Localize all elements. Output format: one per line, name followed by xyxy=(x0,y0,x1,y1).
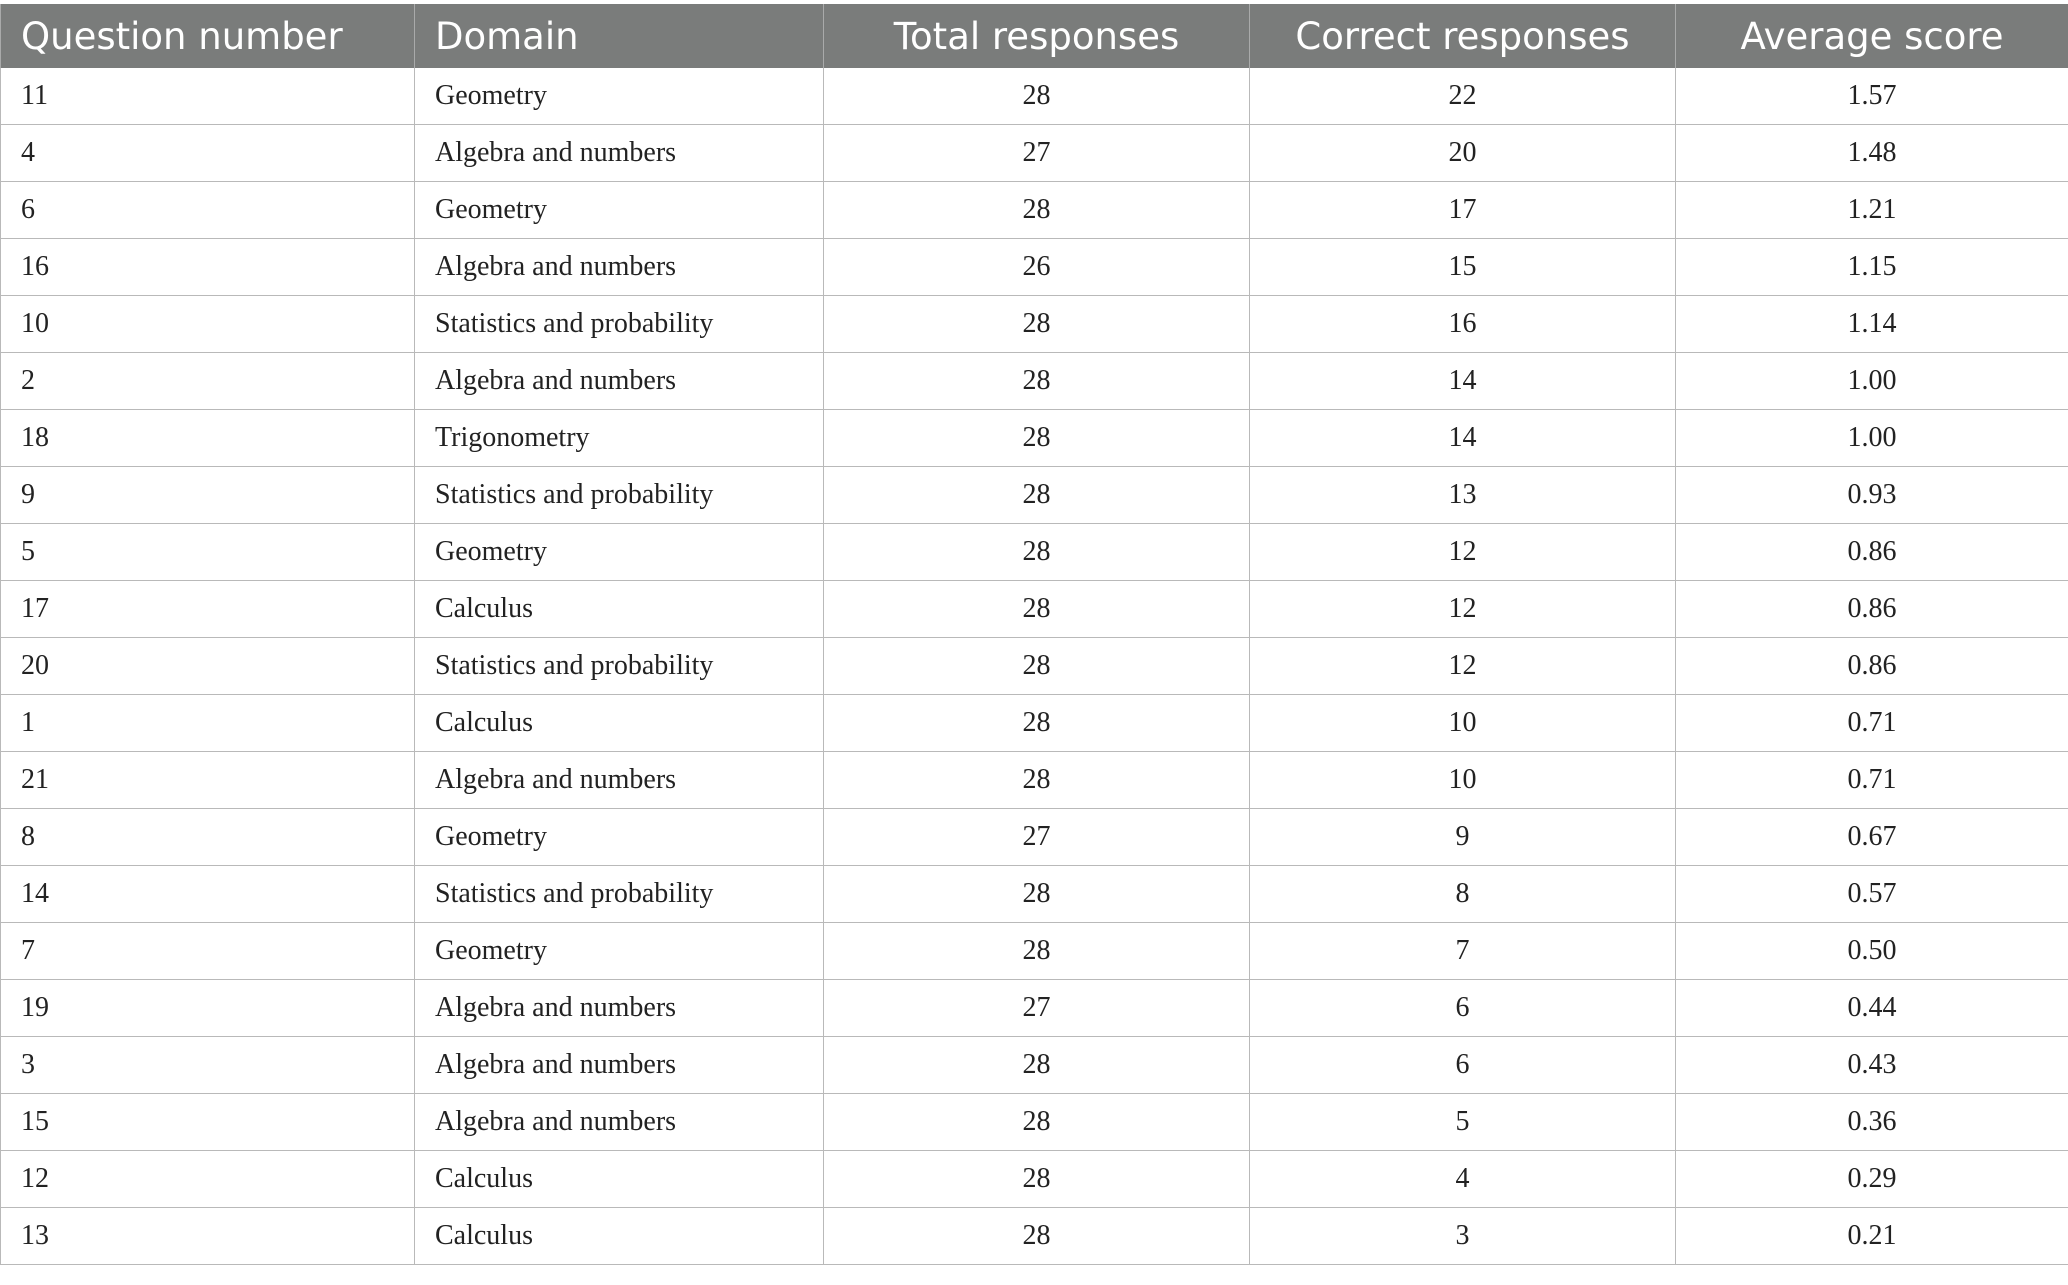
domain-cell: Algebra and numbers xyxy=(415,1037,824,1094)
average-score-cell: 1.00 xyxy=(1676,353,2068,410)
correct-responses-cell: 12 xyxy=(1250,581,1676,638)
header-row xyxy=(1,4,2068,68)
table-row xyxy=(1,866,2068,923)
average-score-cell: 1.21 xyxy=(1676,182,2068,239)
total-responses-cell: 28 xyxy=(824,1037,1250,1094)
total-responses-cell: 28 xyxy=(824,182,1250,239)
total-responses-cell: 28 xyxy=(824,695,1250,752)
correct-responses-cell: 12 xyxy=(1250,524,1676,581)
correct-responses-cell: 15 xyxy=(1250,239,1676,296)
average-score-cell: 1.00 xyxy=(1676,410,2068,467)
question-number-cell: 6 xyxy=(1,182,415,239)
question-number-cell: 12 xyxy=(1,1151,415,1208)
table-row xyxy=(1,581,2068,638)
total-responses-cell: 28 xyxy=(824,353,1250,410)
total-responses-cell: 28 xyxy=(824,581,1250,638)
question-number-cell: 3 xyxy=(1,1037,415,1094)
total-responses-cell: 28 xyxy=(824,1094,1250,1151)
correct-responses-cell: 12 xyxy=(1250,638,1676,695)
domain-cell: Trigonometry xyxy=(415,410,824,467)
total-responses-cell: 28 xyxy=(824,1151,1250,1208)
correct-responses-cell: 4 xyxy=(1250,1151,1676,1208)
correct-responses-cell: 7 xyxy=(1250,923,1676,980)
question-number-cell: 10 xyxy=(1,296,415,353)
total-responses-cell: 28 xyxy=(824,638,1250,695)
domain-cell: Geometry xyxy=(415,809,824,866)
table-row xyxy=(1,1094,2068,1151)
table-row xyxy=(1,125,2068,182)
header-correct-responses: Correct responses xyxy=(1250,4,1676,68)
correct-responses-cell: 6 xyxy=(1250,980,1676,1037)
domain-cell: Calculus xyxy=(415,581,824,638)
correct-responses-cell: 10 xyxy=(1250,752,1676,809)
question-number-cell: 1 xyxy=(1,695,415,752)
question-number-cell: 8 xyxy=(1,809,415,866)
table-row xyxy=(1,467,2068,524)
average-score-cell: 1.57 xyxy=(1676,68,2068,125)
correct-responses-cell: 14 xyxy=(1250,353,1676,410)
total-responses-cell: 28 xyxy=(824,866,1250,923)
correct-responses-cell: 22 xyxy=(1250,68,1676,125)
domain-cell: Algebra and numbers xyxy=(415,239,824,296)
table-row xyxy=(1,296,2068,353)
question-number-cell: 17 xyxy=(1,581,415,638)
domain-cell: Calculus xyxy=(415,695,824,752)
average-score-cell: 0.50 xyxy=(1676,923,2068,980)
total-responses-cell: 28 xyxy=(824,1208,1250,1265)
domain-cell: Geometry xyxy=(415,923,824,980)
domain-cell: Statistics and probability xyxy=(415,866,824,923)
table-row xyxy=(1,68,2068,125)
correct-responses-cell: 14 xyxy=(1250,410,1676,467)
correct-responses-cell: 10 xyxy=(1250,695,1676,752)
results-table-container xyxy=(0,4,2068,1265)
table-header xyxy=(1,4,2068,68)
average-score-cell: 0.86 xyxy=(1676,581,2068,638)
table-row xyxy=(1,695,2068,752)
average-score-cell: 0.86 xyxy=(1676,638,2068,695)
domain-cell: Geometry xyxy=(415,182,824,239)
correct-responses-cell: 16 xyxy=(1250,296,1676,353)
domain-cell: Algebra and numbers xyxy=(415,125,824,182)
domain-cell: Algebra and numbers xyxy=(415,752,824,809)
question-number-cell: 5 xyxy=(1,524,415,581)
question-number-cell: 18 xyxy=(1,410,415,467)
domain-cell: Calculus xyxy=(415,1151,824,1208)
domain-cell: Algebra and numbers xyxy=(415,980,824,1037)
domain-cell: Statistics and probability xyxy=(415,296,824,353)
correct-responses-cell: 17 xyxy=(1250,182,1676,239)
average-score-cell: 0.57 xyxy=(1676,866,2068,923)
header-question-number: Question number xyxy=(1,4,415,68)
total-responses-cell: 28 xyxy=(824,467,1250,524)
question-number-cell: 13 xyxy=(1,1208,415,1265)
average-score-cell: 0.86 xyxy=(1676,524,2068,581)
domain-cell: Algebra and numbers xyxy=(415,353,824,410)
average-score-cell: 0.44 xyxy=(1676,980,2068,1037)
table-row xyxy=(1,410,2068,467)
correct-responses-cell: 20 xyxy=(1250,125,1676,182)
table-row xyxy=(1,1151,2068,1208)
total-responses-cell: 28 xyxy=(824,68,1250,125)
domain-cell: Statistics and probability xyxy=(415,638,824,695)
total-responses-cell: 27 xyxy=(824,809,1250,866)
average-score-cell: 0.29 xyxy=(1676,1151,2068,1208)
correct-responses-cell: 3 xyxy=(1250,1208,1676,1265)
average-score-cell: 1.48 xyxy=(1676,125,2068,182)
question-number-cell: 15 xyxy=(1,1094,415,1151)
average-score-cell: 0.67 xyxy=(1676,809,2068,866)
average-score-cell: 0.71 xyxy=(1676,695,2068,752)
total-responses-cell: 28 xyxy=(824,296,1250,353)
average-score-cell: 1.15 xyxy=(1676,239,2068,296)
average-score-cell: 1.14 xyxy=(1676,296,2068,353)
total-responses-cell: 27 xyxy=(824,980,1250,1037)
table-row xyxy=(1,1037,2068,1094)
table-row xyxy=(1,752,2068,809)
total-responses-cell: 28 xyxy=(824,752,1250,809)
header-domain: Domain xyxy=(415,4,824,68)
correct-responses-cell: 6 xyxy=(1250,1037,1676,1094)
table-body xyxy=(1,68,2068,1265)
average-score-cell: 0.21 xyxy=(1676,1208,2068,1265)
correct-responses-cell: 8 xyxy=(1250,866,1676,923)
average-score-cell: 0.36 xyxy=(1676,1094,2068,1151)
question-number-cell: 20 xyxy=(1,638,415,695)
question-number-cell: 9 xyxy=(1,467,415,524)
domain-cell: Geometry xyxy=(415,68,824,125)
table-row xyxy=(1,809,2068,866)
question-number-cell: 7 xyxy=(1,923,415,980)
header-average-score: Average score xyxy=(1676,4,2068,68)
domain-cell: Calculus xyxy=(415,1208,824,1265)
total-responses-cell: 28 xyxy=(824,410,1250,467)
table-row xyxy=(1,239,2068,296)
results-table xyxy=(0,4,2068,1265)
table-row xyxy=(1,980,2068,1037)
total-responses-cell: 26 xyxy=(824,239,1250,296)
table-row xyxy=(1,353,2068,410)
table-row xyxy=(1,638,2068,695)
question-number-cell: 19 xyxy=(1,980,415,1037)
total-responses-cell: 27 xyxy=(824,125,1250,182)
domain-cell: Statistics and probability xyxy=(415,467,824,524)
header-total-responses: Total responses xyxy=(824,4,1250,68)
domain-cell: Geometry xyxy=(415,524,824,581)
question-number-cell: 14 xyxy=(1,866,415,923)
correct-responses-cell: 5 xyxy=(1250,1094,1676,1151)
question-number-cell: 4 xyxy=(1,125,415,182)
domain-cell: Algebra and numbers xyxy=(415,1094,824,1151)
question-number-cell: 2 xyxy=(1,353,415,410)
total-responses-cell: 28 xyxy=(824,524,1250,581)
question-number-cell: 11 xyxy=(1,68,415,125)
correct-responses-cell: 13 xyxy=(1250,467,1676,524)
table-row xyxy=(1,1208,2068,1265)
average-score-cell: 0.93 xyxy=(1676,467,2068,524)
average-score-cell: 0.43 xyxy=(1676,1037,2068,1094)
question-number-cell: 21 xyxy=(1,752,415,809)
table-row xyxy=(1,182,2068,239)
total-responses-cell: 28 xyxy=(824,923,1250,980)
average-score-cell: 0.71 xyxy=(1676,752,2068,809)
table-row xyxy=(1,524,2068,581)
table-row xyxy=(1,923,2068,980)
question-number-cell: 16 xyxy=(1,239,415,296)
correct-responses-cell: 9 xyxy=(1250,809,1676,866)
